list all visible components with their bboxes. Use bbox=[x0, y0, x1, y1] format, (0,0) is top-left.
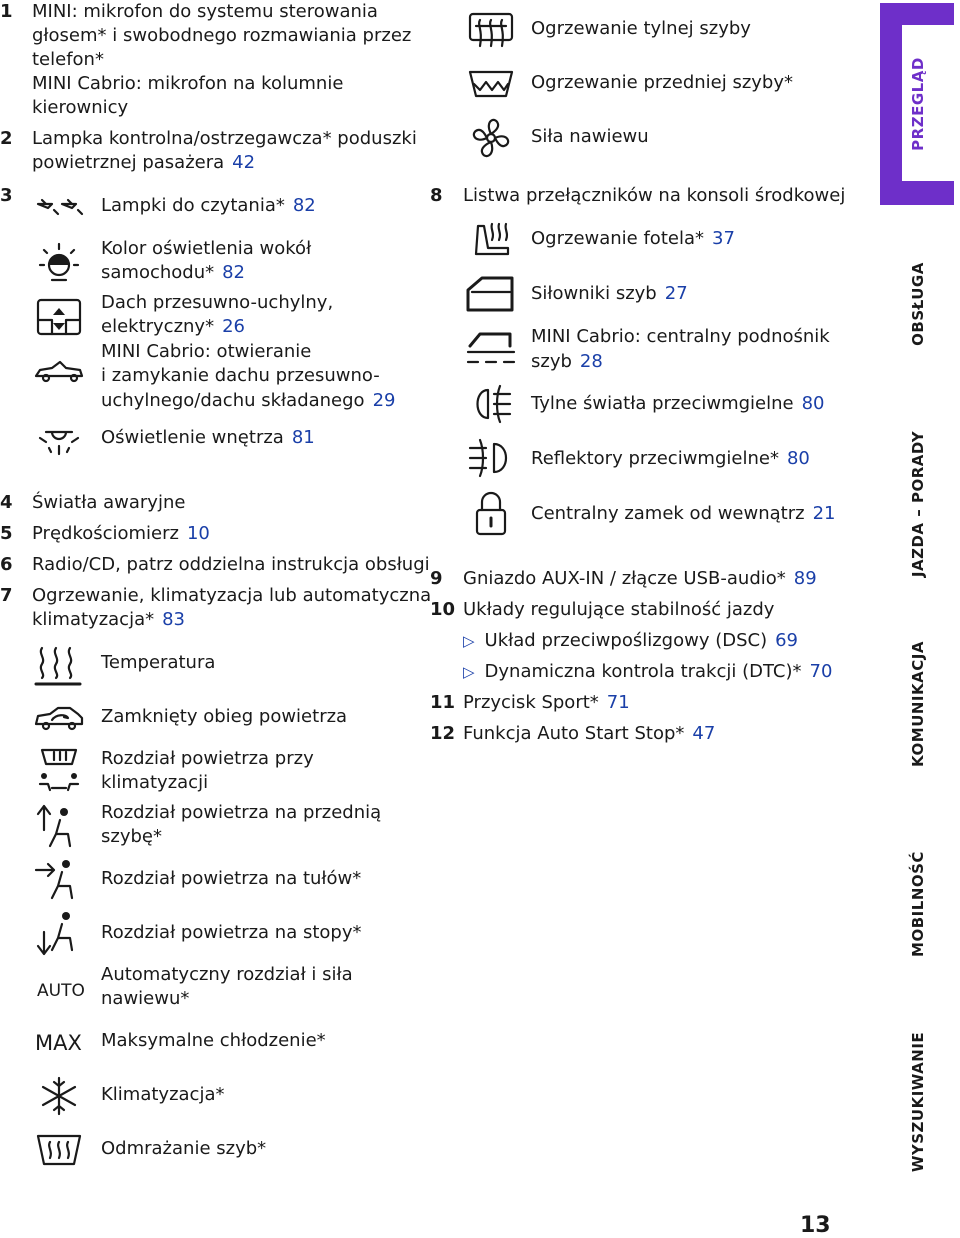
page-link[interactable]: 26 bbox=[222, 316, 245, 337]
item-number: 4 bbox=[0, 492, 13, 513]
rear-heat-text: Ogrzewanie tylnej szyby bbox=[531, 18, 751, 39]
page-link[interactable]: 80 bbox=[801, 393, 825, 414]
ambient-light-icon bbox=[32, 238, 86, 288]
max-cooling-text: Maksymalne chłodzenie* bbox=[101, 1030, 326, 1051]
item-text: telefon* bbox=[32, 49, 104, 70]
nav-tab-search[interactable]: WYSZUKIWANIE bbox=[909, 1031, 927, 1173]
ac-distribution-text: Rozdział powietrza przy bbox=[101, 748, 314, 769]
page-link[interactable]: 10 bbox=[186, 523, 210, 544]
page-link[interactable]: 47 bbox=[692, 723, 716, 744]
nav-tab-overview[interactable]: PRZEGLĄD bbox=[909, 57, 927, 151]
interior-light-text: Oświetlenie wnętrza 81 bbox=[101, 427, 315, 448]
aux-text: Gniazdo AUX-IN / złącze USB-audio* 89 bbox=[463, 568, 817, 589]
item-text: MINI Cabrio: mikrofon na kolumnie bbox=[32, 73, 344, 94]
item-text: głosem* i swobodnego rozmawiania przez bbox=[32, 25, 412, 46]
defrost-text: Odmrażanie szyb* bbox=[101, 1138, 267, 1159]
item-number: 8 bbox=[430, 185, 443, 206]
windshield-text: Rozdział powietrza na przednią bbox=[101, 802, 382, 823]
auto-text: nawiewu* bbox=[101, 988, 190, 1009]
sunroof-text: uchylnego/dachu składanego 29 bbox=[101, 390, 396, 411]
page-link[interactable]: 29 bbox=[372, 390, 396, 411]
ambient-text: samochodu* 82 bbox=[101, 262, 246, 283]
defrost-icon bbox=[32, 1128, 86, 1172]
interior-light-icon bbox=[32, 422, 86, 458]
sunroof-text: Dach przesuwno-uchylny, bbox=[101, 292, 334, 313]
page-link[interactable]: 83 bbox=[162, 609, 186, 630]
auto-icon: AUTO bbox=[37, 981, 85, 1001]
front-fog-light-icon bbox=[464, 436, 518, 480]
radio-text: Radio/CD, patrz oddzielna instrukcja obsługi bbox=[32, 554, 430, 575]
page-link[interactable]: 28 bbox=[579, 351, 603, 372]
seat-heat-text: Ogrzewanie fotela* 37 bbox=[531, 228, 735, 249]
page-link[interactable]: 82 bbox=[222, 262, 246, 283]
page-link[interactable]: 81 bbox=[291, 427, 315, 448]
heating-text: klimatyzacja* 83 bbox=[32, 609, 186, 630]
front-window-heat-icon bbox=[464, 62, 518, 104]
page-link[interactable]: 42 bbox=[232, 152, 256, 173]
front-heat-text: Ogrzewanie przedniej szyby* bbox=[531, 72, 794, 93]
torso-airflow-icon bbox=[32, 856, 86, 902]
feet-airflow-icon bbox=[32, 908, 86, 958]
auto-text: Automatyczny rozdział i siła bbox=[101, 964, 353, 985]
sunroof-icon bbox=[32, 294, 86, 342]
windshield-text: szybę* bbox=[101, 826, 162, 847]
ac-air-distribution-icon bbox=[32, 744, 86, 796]
bullet-triangle-icon: ▷ bbox=[463, 663, 475, 681]
item-number: 10 bbox=[430, 599, 456, 620]
item-text: kierownicy bbox=[32, 97, 129, 118]
item-text: MINI: mikrofon do systemu sterowania bbox=[32, 1, 378, 22]
page-link[interactable]: 27 bbox=[664, 283, 688, 304]
sunroof-text: elektryczny* 26 bbox=[101, 316, 245, 337]
page-link[interactable]: 82 bbox=[292, 195, 316, 216]
ambient-text: Kolor oświetlenia wokół bbox=[101, 238, 312, 259]
recirculation-text: Zamknięty obieg powietrza bbox=[101, 706, 348, 727]
page-link[interactable]: 89 bbox=[793, 568, 817, 589]
sunroof-text: i zamykanie dachu przesuwno- bbox=[101, 365, 380, 386]
item-text: Lampka kontrolna/ostrzegawcza* poduszki bbox=[32, 128, 417, 149]
rear-fog-light-icon bbox=[464, 382, 518, 426]
temperature-text: Temperatura bbox=[101, 652, 216, 673]
power-window-icon bbox=[464, 272, 518, 316]
stability-text: Układy regulujące stabilność jazdy bbox=[463, 599, 775, 620]
front-fog-text: Reflektory przeciwmgielne* 80 bbox=[531, 448, 810, 469]
sunroof-text: MINI Cabrio: otwieranie bbox=[101, 341, 312, 362]
speedometer-text: Prędkościomierz 10 bbox=[32, 523, 210, 544]
lock-text: Centralny zamek od wewnątrz 21 bbox=[531, 503, 836, 524]
windshield-airflow-icon bbox=[32, 800, 86, 852]
seat-heat-icon bbox=[464, 218, 518, 262]
item-number: 9 bbox=[430, 568, 443, 589]
item-number: 12 bbox=[430, 723, 456, 744]
reading-lamp-icon bbox=[32, 184, 86, 224]
item-number: 1 bbox=[0, 1, 13, 22]
heating-text: Ogrzewanie, klimatyzacja lub automatyczna bbox=[32, 585, 432, 606]
sport-text: Przycisk Sport* 71 bbox=[463, 692, 630, 713]
item-number: 6 bbox=[0, 554, 13, 575]
dsc-text: ▷ Układ przeciwpoślizgowy (DSC) 69 bbox=[463, 630, 799, 651]
ac-distribution-text: klimatyzacji bbox=[101, 772, 209, 793]
recirculation-icon bbox=[32, 700, 86, 736]
snowflake-icon bbox=[32, 1074, 86, 1118]
page-link[interactable]: 21 bbox=[812, 503, 836, 524]
nav-tab-tips[interactable]: JAZDA – PORADY bbox=[909, 430, 927, 578]
nav-tab-operation[interactable]: OBSŁUGA bbox=[909, 262, 927, 346]
page-link[interactable]: 69 bbox=[775, 630, 799, 651]
page-link[interactable]: 71 bbox=[606, 692, 630, 713]
page-link[interactable]: 70 bbox=[809, 661, 833, 682]
torso-text: Rozdział powietrza na tułów* bbox=[101, 868, 362, 889]
item-number: 2 bbox=[0, 128, 13, 149]
item-number: 7 bbox=[0, 585, 13, 606]
console-text: Listwa przełączników na konsoli środkowej bbox=[463, 185, 846, 206]
item-text: powietrznej pasażera 42 bbox=[32, 152, 256, 173]
cabrio-windows-text: szyb 28 bbox=[531, 351, 603, 372]
rear-window-heat-icon bbox=[464, 8, 518, 52]
fan-icon bbox=[464, 114, 518, 162]
start-stop-text: Funkcja Auto Start Stop* 47 bbox=[463, 723, 716, 744]
central-window-lift-icon bbox=[464, 326, 518, 372]
ac-text: Klimatyzacja* bbox=[101, 1084, 225, 1105]
item-number: 5 bbox=[0, 523, 13, 544]
nav-tab-mobility[interactable]: MOBILNOŚĆ bbox=[909, 851, 927, 957]
windows-text: Siłowniki szyb 27 bbox=[531, 283, 688, 304]
page-link[interactable]: 37 bbox=[712, 228, 735, 249]
lock-icon bbox=[464, 490, 518, 538]
item-number: 3 bbox=[0, 185, 13, 206]
fan-text: Siła nawiewu bbox=[531, 126, 649, 147]
reading-lamps-text: Lampki do czytania* 82 bbox=[101, 195, 316, 216]
nav-tab-communication[interactable]: KOMUNIKACJA bbox=[909, 641, 927, 767]
hazard-text: Światła awaryjne bbox=[32, 492, 186, 513]
dtc-text: ▷ Dynamiczna kontrola trakcji (DTC)* 70 bbox=[463, 661, 833, 682]
bullet-triangle-icon: ▷ bbox=[463, 632, 475, 650]
max-icon: MAX bbox=[35, 1031, 82, 1055]
rear-fog-text: Tylne światła przeciwmgielne 80 bbox=[531, 393, 825, 414]
convertible-roof-icon bbox=[32, 356, 86, 386]
page-number: 13 bbox=[800, 1213, 831, 1238]
cabrio-windows-text: MINI Cabrio: centralny podnośnik bbox=[531, 326, 830, 347]
feet-text: Rozdział powietrza na stopy* bbox=[101, 922, 362, 943]
item-number: 11 bbox=[430, 692, 456, 713]
temperature-icon bbox=[32, 642, 86, 688]
page-link[interactable]: 80 bbox=[786, 448, 810, 469]
